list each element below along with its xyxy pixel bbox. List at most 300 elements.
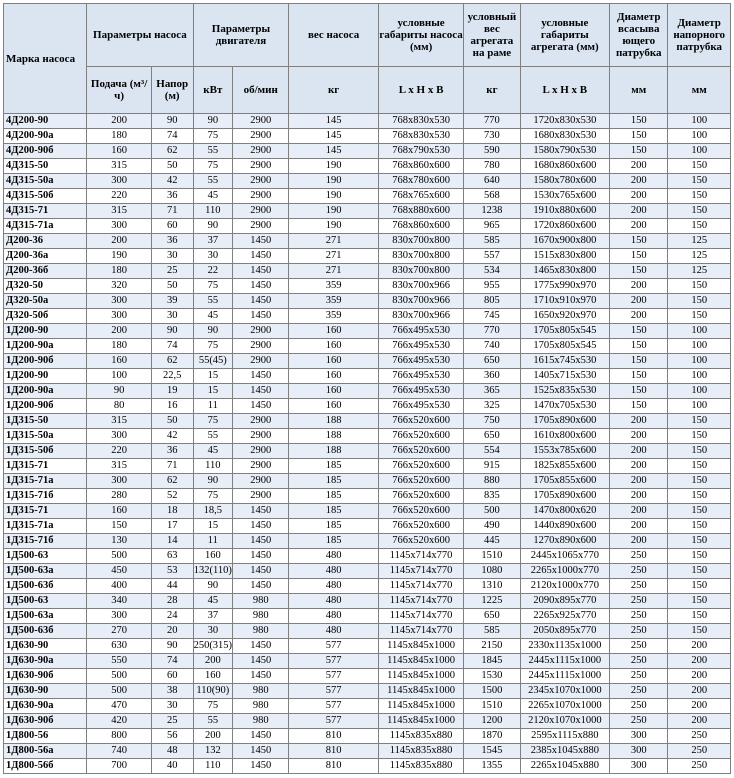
- header-discharge-diameter: Диаметр напорного патрубка: [668, 4, 731, 67]
- cell-power-kw: 200: [193, 729, 233, 744]
- cell-power-kw: 75: [193, 129, 233, 144]
- cell-rpm: 2900: [233, 129, 289, 144]
- cell-unit-weight: 1355: [464, 759, 520, 774]
- cell-suction-diameter: 250: [610, 684, 668, 699]
- cell-power-kw: 45: [193, 189, 233, 204]
- cell-pump-dims: 766x520x600: [378, 459, 463, 474]
- cell-head: 62: [151, 144, 193, 159]
- cell-suction-diameter: 250: [610, 564, 668, 579]
- cell-pump-weight: 145: [289, 144, 379, 159]
- cell-rpm: 2900: [233, 324, 289, 339]
- cell-pump-brand: 1Д630-90: [4, 639, 87, 654]
- cell-discharge-diameter: 150: [668, 609, 731, 624]
- cell-pump-weight: 145: [289, 114, 379, 129]
- cell-suction-diameter: 250: [610, 669, 668, 684]
- cell-suction-diameter: 150: [610, 384, 668, 399]
- cell-unit-weight: 1310: [464, 579, 520, 594]
- cell-flow: 160: [87, 144, 152, 159]
- cell-unit-weight: 325: [464, 399, 520, 414]
- cell-pump-weight: 190: [289, 159, 379, 174]
- cell-flow: 130: [87, 534, 152, 549]
- cell-head: 36: [151, 444, 193, 459]
- cell-unit-dims: 1705x890x600: [520, 414, 610, 429]
- cell-pump-dims: 1145x714x770: [378, 579, 463, 594]
- cell-flow: 400: [87, 579, 152, 594]
- cell-pump-dims: 766x495x530: [378, 354, 463, 369]
- cell-unit-dims: 2445x1065x770: [520, 549, 610, 564]
- cell-pump-dims: 830x700x966: [378, 309, 463, 324]
- cell-discharge-diameter: 100: [668, 114, 731, 129]
- cell-unit-weight: 585: [464, 624, 520, 639]
- cell-discharge-diameter: 125: [668, 234, 731, 249]
- cell-flow: 500: [87, 549, 152, 564]
- cell-unit-weight: 490: [464, 519, 520, 534]
- table-row: [4, 324, 731, 339]
- cell-flow: 320: [87, 279, 152, 294]
- cell-discharge-diameter: 100: [668, 384, 731, 399]
- cell-rpm: 1450: [233, 309, 289, 324]
- table-row: [4, 159, 731, 174]
- header-pump-weight: вес насоса: [289, 4, 379, 67]
- cell-unit-weight: 568: [464, 189, 520, 204]
- cell-pump-weight: 190: [289, 204, 379, 219]
- cell-power-kw: 45: [193, 594, 233, 609]
- cell-pump-weight: 577: [289, 654, 379, 669]
- cell-power-kw: 90: [193, 219, 233, 234]
- cell-suction-diameter: 250: [610, 699, 668, 714]
- cell-suction-diameter: 200: [610, 159, 668, 174]
- cell-discharge-diameter: 150: [668, 279, 731, 294]
- cell-pump-dims: 768x830x530: [378, 114, 463, 129]
- cell-head: 74: [151, 129, 193, 144]
- table-row: [4, 399, 731, 414]
- cell-head: 50: [151, 279, 193, 294]
- table-row: [4, 249, 731, 264]
- cell-suction-diameter: 150: [610, 369, 668, 384]
- cell-pump-weight: 160: [289, 354, 379, 369]
- cell-suction-diameter: 250: [610, 654, 668, 669]
- cell-discharge-diameter: 150: [668, 414, 731, 429]
- header-unit-dims: условные габариты агрегата (мм): [520, 4, 610, 67]
- header-kw: кВт: [193, 67, 233, 114]
- cell-rpm: 980: [233, 699, 289, 714]
- cell-rpm: 980: [233, 624, 289, 639]
- cell-flow: 470: [87, 699, 152, 714]
- cell-pump-weight: 577: [289, 639, 379, 654]
- cell-discharge-diameter: 250: [668, 729, 731, 744]
- cell-pump-brand: 1Д315-71: [4, 459, 87, 474]
- cell-rpm: 2900: [233, 414, 289, 429]
- cell-suction-diameter: 200: [610, 519, 668, 534]
- cell-suction-diameter: 250: [610, 714, 668, 729]
- header-brand: Марка насоса: [4, 4, 87, 114]
- cell-suction-diameter: 200: [610, 204, 668, 219]
- cell-rpm: 2900: [233, 204, 289, 219]
- cell-pump-weight: 577: [289, 699, 379, 714]
- cell-head: 71: [151, 459, 193, 474]
- cell-head: 25: [151, 714, 193, 729]
- cell-suction-diameter: 200: [610, 474, 668, 489]
- cell-rpm: 1450: [233, 669, 289, 684]
- cell-power-kw: 160: [193, 669, 233, 684]
- table-row: [4, 669, 731, 684]
- cell-pump-brand: 1Д630-90а: [4, 699, 87, 714]
- cell-power-kw: 11: [193, 534, 233, 549]
- cell-pump-dims: 766x520x600: [378, 474, 463, 489]
- table-row: [4, 699, 731, 714]
- cell-discharge-diameter: 100: [668, 324, 731, 339]
- cell-head: 19: [151, 384, 193, 399]
- cell-rpm: 980: [233, 684, 289, 699]
- cell-power-kw: 45: [193, 309, 233, 324]
- table-row: [4, 474, 731, 489]
- cell-pump-dims: 1145x845x1000: [378, 639, 463, 654]
- cell-discharge-diameter: 200: [668, 684, 731, 699]
- cell-unit-weight: 1870: [464, 729, 520, 744]
- cell-unit-dims: 1440x890x600: [520, 519, 610, 534]
- cell-flow: 630: [87, 639, 152, 654]
- cell-pump-dims: 830x700x966: [378, 279, 463, 294]
- cell-pump-weight: 480: [289, 624, 379, 639]
- cell-pump-dims: 766x495x530: [378, 369, 463, 384]
- cell-flow: 315: [87, 459, 152, 474]
- cell-pump-brand: 1Д315-71а: [4, 519, 87, 534]
- cell-pump-weight: 271: [289, 234, 379, 249]
- cell-pump-dims: 1145x845x1000: [378, 699, 463, 714]
- cell-head: 62: [151, 354, 193, 369]
- cell-pump-dims: 768x830x530: [378, 129, 463, 144]
- cell-unit-weight: 770: [464, 324, 520, 339]
- cell-flow: 700: [87, 759, 152, 774]
- cell-unit-dims: 1515x830x800: [520, 249, 610, 264]
- header-pump-dims: условные габариты насоса (мм): [378, 4, 463, 67]
- cell-pump-dims: 766x520x600: [378, 519, 463, 534]
- cell-unit-dims: 1720x860x600: [520, 219, 610, 234]
- header-discharge-unit: мм: [668, 67, 731, 114]
- cell-head: 30: [151, 309, 193, 324]
- cell-pump-brand: 1Д800-56: [4, 729, 87, 744]
- cell-flow: 160: [87, 504, 152, 519]
- cell-discharge-diameter: 100: [668, 129, 731, 144]
- cell-unit-dims: 1910x880x600: [520, 204, 610, 219]
- cell-pump-weight: 480: [289, 609, 379, 624]
- table-row: [4, 204, 731, 219]
- cell-pump-weight: 810: [289, 744, 379, 759]
- cell-discharge-diameter: 125: [668, 264, 731, 279]
- pump-spec-sheet: [3, 3, 731, 774]
- cell-power-kw: 45: [193, 444, 233, 459]
- table-row: [4, 174, 731, 189]
- cell-pump-brand: 1Д630-90а: [4, 654, 87, 669]
- cell-head: 50: [151, 414, 193, 429]
- cell-discharge-diameter: 150: [668, 204, 731, 219]
- cell-rpm: 1450: [233, 564, 289, 579]
- cell-rpm: 2900: [233, 339, 289, 354]
- cell-head: 90: [151, 324, 193, 339]
- cell-unit-weight: 360: [464, 369, 520, 384]
- cell-suction-diameter: 200: [610, 219, 668, 234]
- cell-suction-diameter: 200: [610, 444, 668, 459]
- cell-pump-weight: 145: [289, 129, 379, 144]
- table-row: [4, 489, 731, 504]
- cell-pump-brand: Д320-50б: [4, 309, 87, 324]
- cell-unit-dims: 2050x895x770: [520, 624, 610, 639]
- table-row: [4, 264, 731, 279]
- cell-power-kw: 75: [193, 699, 233, 714]
- cell-power-kw: 110: [193, 759, 233, 774]
- cell-rpm: 2900: [233, 219, 289, 234]
- cell-pump-brand: 1Д315-50: [4, 414, 87, 429]
- cell-flow: 300: [87, 294, 152, 309]
- cell-unit-dims: 2090x895x770: [520, 594, 610, 609]
- table-row: [4, 549, 731, 564]
- cell-rpm: 980: [233, 714, 289, 729]
- cell-pump-weight: 185: [289, 459, 379, 474]
- cell-flow: 220: [87, 444, 152, 459]
- cell-pump-dims: 766x520x600: [378, 444, 463, 459]
- header-pump-weight-unit: кг: [289, 67, 379, 114]
- cell-suction-diameter: 150: [610, 339, 668, 354]
- cell-head: 42: [151, 174, 193, 189]
- cell-unit-weight: 557: [464, 249, 520, 264]
- cell-flow: 450: [87, 564, 152, 579]
- cell-unit-weight: 915: [464, 459, 520, 474]
- cell-rpm: 1450: [233, 519, 289, 534]
- cell-unit-weight: 554: [464, 444, 520, 459]
- cell-flow: 300: [87, 309, 152, 324]
- cell-power-kw: 75: [193, 159, 233, 174]
- table-row: [4, 189, 731, 204]
- cell-power-kw: 55: [193, 144, 233, 159]
- cell-discharge-diameter: 100: [668, 369, 731, 384]
- cell-pump-brand: 1Д315-71б: [4, 534, 87, 549]
- cell-pump-weight: 480: [289, 564, 379, 579]
- table-row: [4, 309, 731, 324]
- cell-suction-diameter: 150: [610, 234, 668, 249]
- cell-pump-dims: 830x700x800: [378, 234, 463, 249]
- cell-discharge-diameter: 250: [668, 744, 731, 759]
- cell-head: 50: [151, 159, 193, 174]
- cell-suction-diameter: 250: [610, 624, 668, 639]
- cell-pump-weight: 188: [289, 414, 379, 429]
- cell-pump-weight: 480: [289, 549, 379, 564]
- cell-flow: 300: [87, 219, 152, 234]
- table-row: [4, 219, 731, 234]
- cell-suction-diameter: 150: [610, 354, 668, 369]
- cell-head: 74: [151, 654, 193, 669]
- cell-pump-brand: 1Д200-90б: [4, 354, 87, 369]
- cell-pump-dims: 766x495x530: [378, 339, 463, 354]
- cell-unit-weight: 1080: [464, 564, 520, 579]
- cell-pump-dims: 768x860x600: [378, 159, 463, 174]
- cell-unit-weight: 500: [464, 504, 520, 519]
- cell-suction-diameter: 200: [610, 294, 668, 309]
- cell-pump-brand: 1Д200-90а: [4, 339, 87, 354]
- table-row: [4, 564, 731, 579]
- cell-flow: 300: [87, 429, 152, 444]
- cell-pump-weight: 190: [289, 219, 379, 234]
- cell-rpm: 1450: [233, 294, 289, 309]
- cell-flow: 500: [87, 684, 152, 699]
- cell-unit-dims: 2120x1070x1000: [520, 714, 610, 729]
- cell-suction-diameter: 200: [610, 504, 668, 519]
- cell-rpm: 1450: [233, 549, 289, 564]
- cell-unit-weight: 1500: [464, 684, 520, 699]
- cell-unit-dims: 2330x1135x1000: [520, 639, 610, 654]
- cell-suction-diameter: 150: [610, 249, 668, 264]
- cell-pump-brand: 1Д500-63: [4, 594, 87, 609]
- cell-suction-diameter: 250: [610, 594, 668, 609]
- cell-pump-dims: 1145x714x770: [378, 564, 463, 579]
- cell-rpm: 1450: [233, 534, 289, 549]
- cell-flow: 200: [87, 114, 152, 129]
- cell-power-kw: 22: [193, 264, 233, 279]
- cell-pump-weight: 185: [289, 534, 379, 549]
- cell-power-kw: 250(315): [193, 639, 233, 654]
- cell-suction-diameter: 150: [610, 324, 668, 339]
- cell-unit-dims: 1270x890x600: [520, 534, 610, 549]
- cell-head: 25: [151, 264, 193, 279]
- cell-pump-brand: 1Д800-56а: [4, 744, 87, 759]
- cell-pump-brand: 1Д200-90: [4, 324, 87, 339]
- cell-unit-dims: 2385x1045x880: [520, 744, 610, 759]
- cell-unit-dims: 1610x800x600: [520, 429, 610, 444]
- cell-unit-weight: 1238: [464, 204, 520, 219]
- cell-pump-brand: 1Д315-50б: [4, 444, 87, 459]
- cell-head: 20: [151, 624, 193, 639]
- cell-unit-weight: 965: [464, 219, 520, 234]
- header-flow: Подача (м³/ч): [87, 67, 152, 114]
- cell-power-kw: 15: [193, 384, 233, 399]
- cell-unit-weight: 650: [464, 429, 520, 444]
- cell-head: 24: [151, 609, 193, 624]
- cell-discharge-diameter: 200: [668, 699, 731, 714]
- cell-pump-brand: 1Д200-90а: [4, 384, 87, 399]
- table-row: [4, 129, 731, 144]
- header-suction-diameter: Диаметр всасыва ющего патрубка: [610, 4, 668, 67]
- cell-power-kw: 37: [193, 234, 233, 249]
- cell-pump-brand: Д320-50: [4, 279, 87, 294]
- cell-discharge-diameter: 150: [668, 519, 731, 534]
- cell-pump-weight: 577: [289, 714, 379, 729]
- table-row: [4, 114, 731, 129]
- cell-head: 71: [151, 204, 193, 219]
- cell-unit-dims: 1710x910x970: [520, 294, 610, 309]
- cell-pump-weight: 577: [289, 684, 379, 699]
- cell-unit-dims: 1705x805x545: [520, 324, 610, 339]
- cell-power-kw: 55: [193, 714, 233, 729]
- cell-pump-dims: 766x495x530: [378, 384, 463, 399]
- cell-pump-weight: 188: [289, 444, 379, 459]
- cell-power-kw: 30: [193, 624, 233, 639]
- table-row: [4, 624, 731, 639]
- cell-discharge-diameter: 150: [668, 564, 731, 579]
- cell-suction-diameter: 300: [610, 759, 668, 774]
- cell-rpm: 1450: [233, 579, 289, 594]
- cell-pump-weight: 480: [289, 579, 379, 594]
- cell-unit-dims: 1720x830x530: [520, 114, 610, 129]
- cell-discharge-diameter: 150: [668, 534, 731, 549]
- table-row: [4, 369, 731, 384]
- cell-flow: 180: [87, 339, 152, 354]
- cell-pump-brand: 1Д500-63: [4, 549, 87, 564]
- cell-unit-dims: 2445x1115x1000: [520, 654, 610, 669]
- cell-rpm: 2900: [233, 489, 289, 504]
- cell-rpm: 2900: [233, 174, 289, 189]
- table-row: [4, 639, 731, 654]
- cell-head: 36: [151, 234, 193, 249]
- cell-pump-brand: 1Д630-90: [4, 684, 87, 699]
- cell-discharge-diameter: 150: [668, 189, 731, 204]
- cell-unit-dims: 1580x780x600: [520, 174, 610, 189]
- cell-discharge-diameter: 150: [668, 504, 731, 519]
- cell-unit-weight: 880: [464, 474, 520, 489]
- cell-pump-weight: 271: [289, 249, 379, 264]
- pump-spec-table: [3, 3, 731, 774]
- cell-rpm: 1450: [233, 369, 289, 384]
- cell-rpm: 2900: [233, 159, 289, 174]
- cell-flow: 300: [87, 474, 152, 489]
- cell-rpm: 1450: [233, 654, 289, 669]
- cell-pump-dims: 830x700x800: [378, 249, 463, 264]
- cell-pump-weight: 160: [289, 384, 379, 399]
- cell-pump-weight: 185: [289, 474, 379, 489]
- cell-flow: 270: [87, 624, 152, 639]
- cell-pump-weight: 359: [289, 294, 379, 309]
- cell-pump-weight: 185: [289, 504, 379, 519]
- cell-head: 18: [151, 504, 193, 519]
- cell-flow: 180: [87, 129, 152, 144]
- cell-power-kw: 55: [193, 174, 233, 189]
- cell-head: 22,5: [151, 369, 193, 384]
- cell-discharge-diameter: 250: [668, 759, 731, 774]
- cell-pump-brand: Д200-36б: [4, 264, 87, 279]
- cell-flow: 420: [87, 714, 152, 729]
- cell-discharge-diameter: 150: [668, 444, 731, 459]
- cell-unit-weight: 365: [464, 384, 520, 399]
- table-row: [4, 654, 731, 669]
- cell-discharge-diameter: 150: [668, 624, 731, 639]
- table-row: [4, 759, 731, 774]
- cell-power-kw: 75: [193, 339, 233, 354]
- cell-power-kw: 11: [193, 399, 233, 414]
- cell-pump-dims: 1145x845x1000: [378, 654, 463, 669]
- cell-pump-brand: Д320-50а: [4, 294, 87, 309]
- cell-pump-brand: 4Д200-90: [4, 114, 87, 129]
- cell-head: 62: [151, 474, 193, 489]
- cell-head: 36: [151, 189, 193, 204]
- header-pump-dims-unit: L x H x B: [378, 67, 463, 114]
- header-unit-dims-unit: L x H x B: [520, 67, 610, 114]
- cell-pump-weight: 359: [289, 309, 379, 324]
- cell-unit-weight: 2150: [464, 639, 520, 654]
- header-pump-params: Параметры насоса: [87, 4, 193, 67]
- cell-pump-dims: 766x520x600: [378, 504, 463, 519]
- cell-power-kw: 18,5: [193, 504, 233, 519]
- cell-power-kw: 55(45): [193, 354, 233, 369]
- table-row: [4, 339, 731, 354]
- cell-unit-weight: 955: [464, 279, 520, 294]
- cell-pump-brand: 1Д315-71а: [4, 474, 87, 489]
- cell-flow: 190: [87, 249, 152, 264]
- cell-suction-diameter: 250: [610, 639, 668, 654]
- cell-power-kw: 200: [193, 654, 233, 669]
- table-row: [4, 744, 731, 759]
- cell-power-kw: 90: [193, 324, 233, 339]
- cell-flow: 160: [87, 354, 152, 369]
- cell-rpm: 1450: [233, 279, 289, 294]
- cell-unit-dims: 2265x1045x880: [520, 759, 610, 774]
